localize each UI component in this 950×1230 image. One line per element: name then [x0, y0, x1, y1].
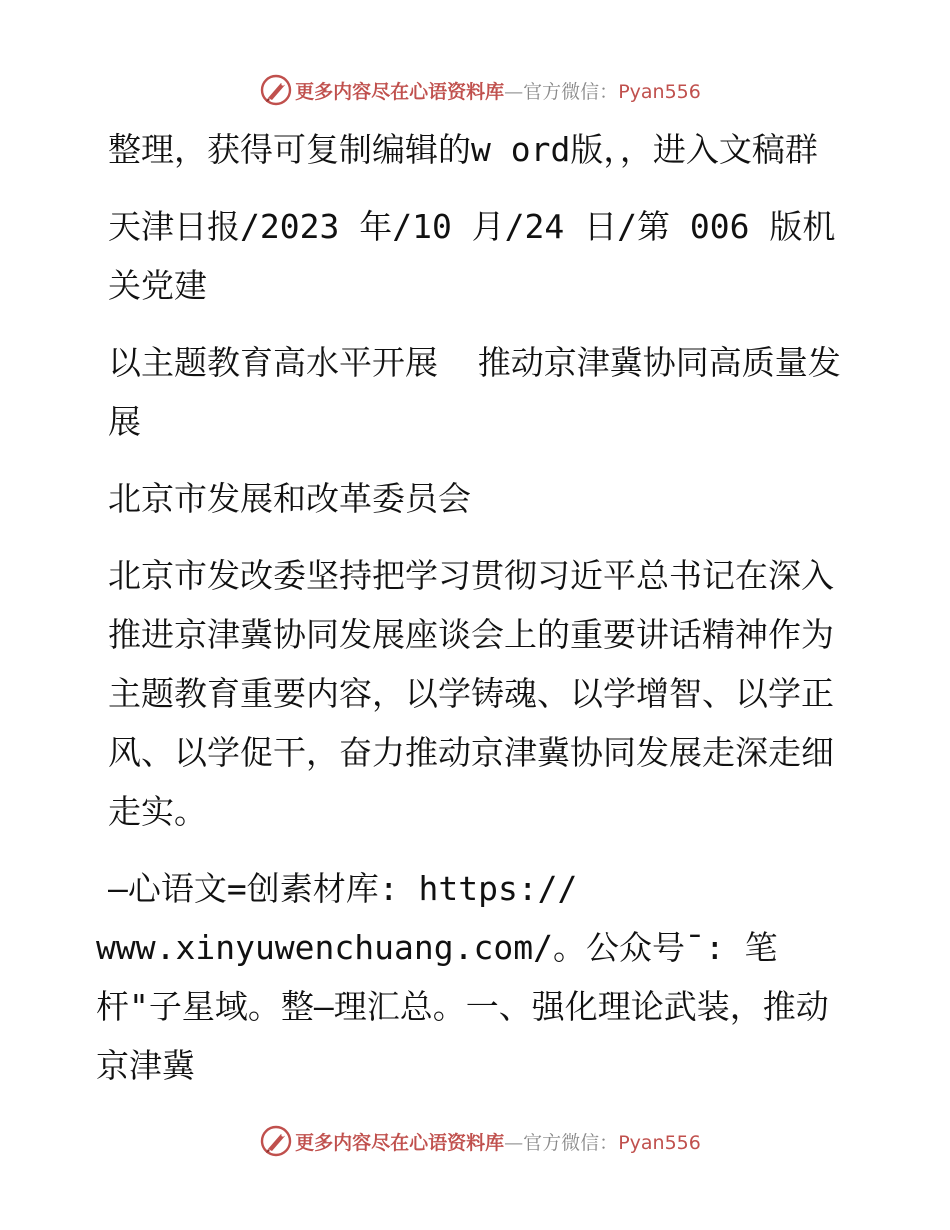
header-separator: —: [504, 80, 524, 103]
page-header-banner: [0, 70, 950, 110]
paragraph-intro: 整理，获得可复制编辑的w ord版，，进入文稿群: [108, 130, 818, 169]
paragraph-source: 天津日报/2023 年/10 月/24 日/第 006 版机关党建: [108, 207, 836, 305]
quill-pen-logo-icon: [259, 73, 293, 107]
document-body: [96, 120, 856, 1113]
article-title: 以主题教育高水平开展 推动京津冀协同高质量发展: [108, 343, 841, 441]
header-wechat-label: 官方微信：: [523, 80, 619, 103]
page-footer-banner: [0, 1121, 950, 1161]
paragraph-body: 北京市发改委坚持把学习贯彻习近平总书记在深入推进京津冀协同发展座谈会上的重要讲话精神作为主题教育重要内容，以学铸魂、以学增智、以学正风、以学促干，奋力推动京津冀协同发展走深走细走实。: [108, 556, 834, 831]
header-text: [295, 77, 701, 104]
article-author: 北京市发展和改革委员会: [108, 479, 471, 518]
footer-wechat-id: Pyan556: [618, 1131, 701, 1154]
paragraph-resource-url: www.xinyuwenchuang.com/。公众号¯: 笔杆"子星域。整—理汇总。一、强化理论武装，推动京津冀: [96, 928, 829, 1085]
paragraph-resource-line: —心语文=创素材库: https://: [108, 869, 578, 908]
quill-pen-logo-icon: [259, 1124, 293, 1158]
header-brand-text: 更多内容尽在心语资料库: [295, 80, 505, 103]
header-wechat-id: Pyan556: [618, 80, 701, 103]
footer-wechat-label: 官方微信：: [523, 1131, 619, 1154]
footer-brand-text: 更多内容尽在心语资料库: [295, 1131, 505, 1154]
footer-separator: —: [504, 1131, 524, 1154]
footer-text: [295, 1128, 701, 1155]
